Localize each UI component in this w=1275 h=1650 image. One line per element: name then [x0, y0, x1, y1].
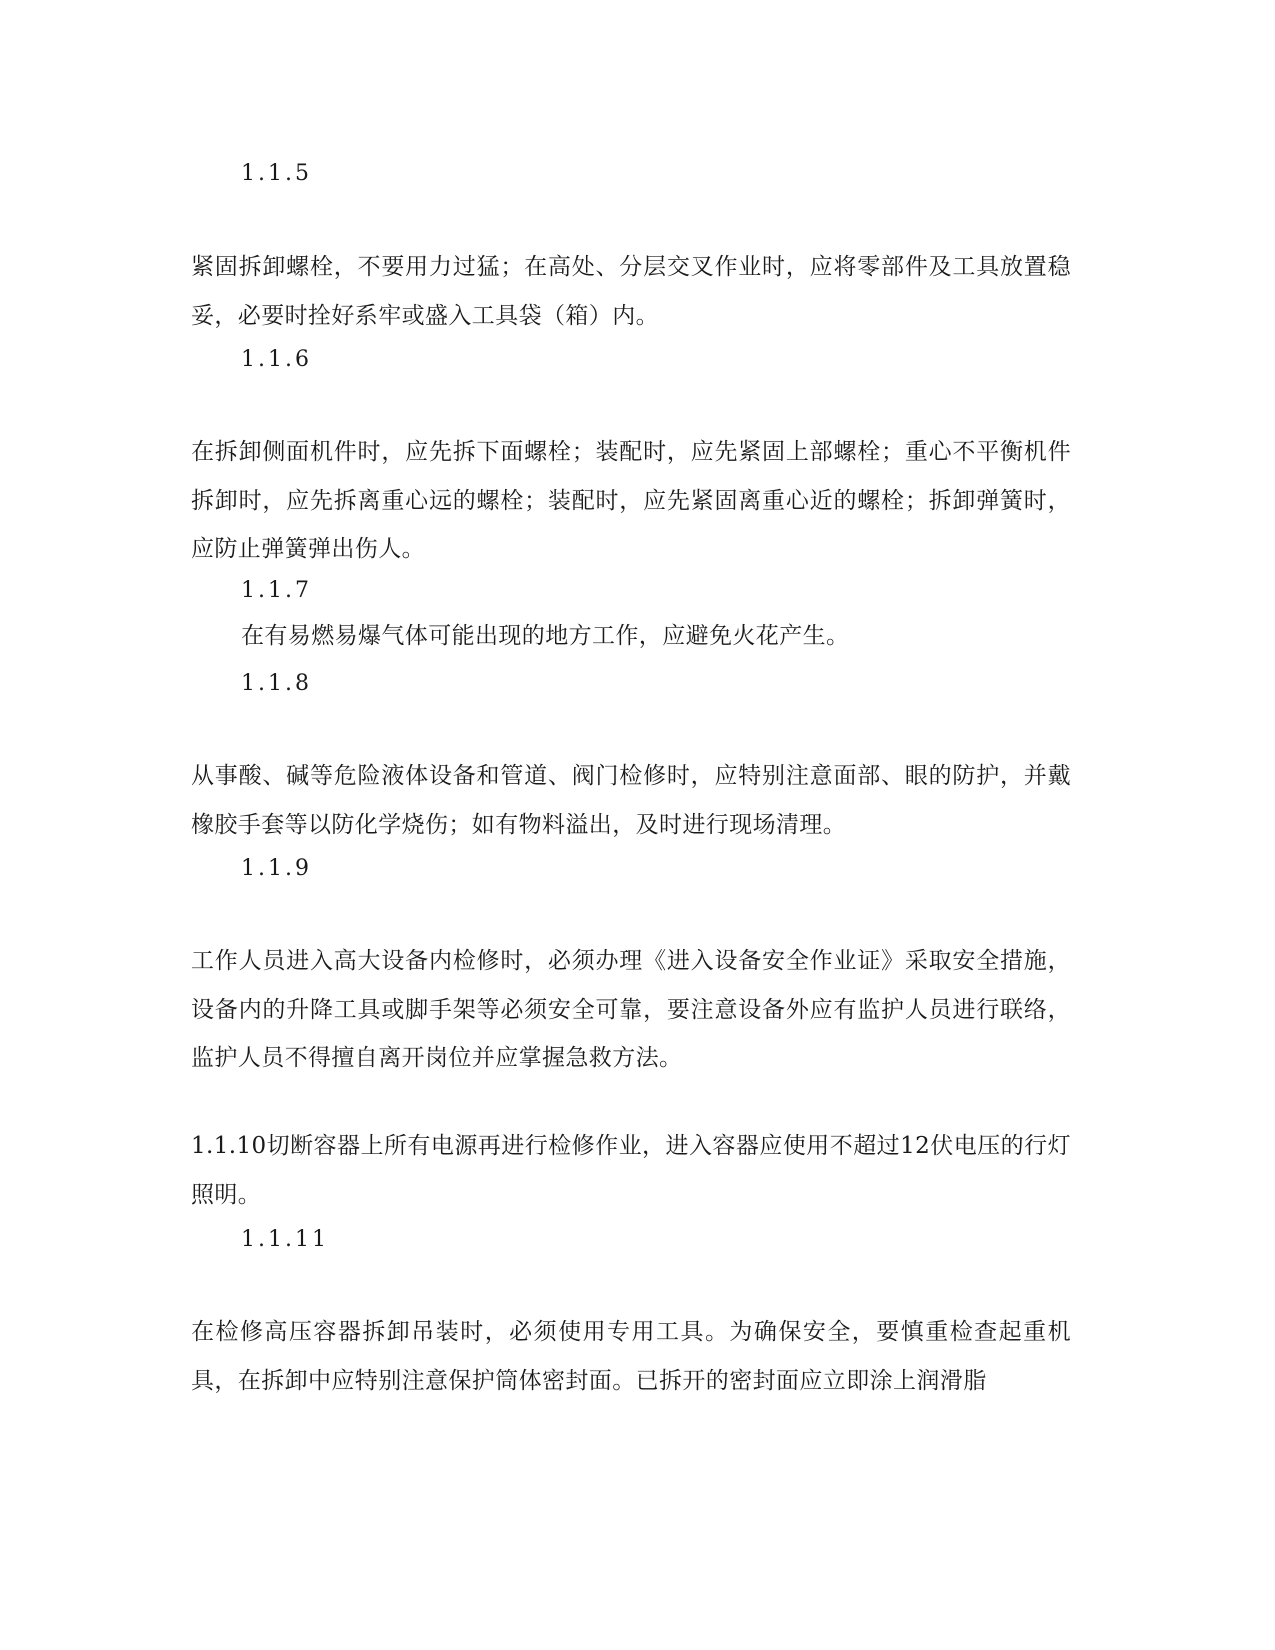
section-number-1-1-6: 1.1.6 [241, 347, 312, 372]
paragraph-1-1-11: 在检修高压容器拆卸吊装时，必须使用专用工具。为确保安全，要慎重检查起重机具，在拆卸中应特别注意保护筒体密封面。已拆开的密封面应立即涂上润滑脂 [191, 1319, 1071, 1394]
paragraph-1-1-6: 在拆卸侧面机件时，应先拆下面螺栓；装配时，应先紧固上部螺栓；重心不平衡机件拆卸时，应先拆离重心远的螺栓；装配时，应先紧固离重心近的螺栓；拆卸弹簧时，应防止弹簧弹出伤人。 [191, 439, 1071, 562]
paragraph-1-1-10: 1.1.10切断容器上所有电源再进行检修作业，进入容器应使用不超过12伏电压的行灯照明。 [191, 1133, 1071, 1208]
section-number-1-1-11: 1.1.11 [241, 1227, 329, 1252]
paragraph-1-1-9: 工作人员进入高大设备内检修时，必须办理《进入设备安全作业证》采取安全措施，设备内的升降工具或脚手架等必须安全可靠，要注意设备外应有监护人员进行联络，监护人员不得擅自离开岗位并应掌握急救方法。 [191, 948, 1071, 1071]
paragraph-1-1-7: 在有易燃易爆气体可能出现的地方工作，应避免火花产生。 [241, 623, 850, 649]
paragraph-1-1-5: 紧固拆卸螺栓，不要用力过猛；在高处、分层交叉作业时，应将零部件及工具放置稳妥，必要时拴好系牢或盛入工具袋（箱）内。 [191, 254, 1071, 329]
section-number-1-1-5: 1.1.5 [241, 161, 312, 186]
section-number-1-1-8: 1.1.8 [241, 671, 312, 696]
paragraph-1-1-8: 从事酸、碱等危险液体设备和管道、阀门检修时，应特别注意面部、眼的防护，并戴橡胶手套等以防化学烧伤；如有物料溢出，及时进行现场清理。 [191, 763, 1071, 838]
section-number-1-1-7: 1.1.7 [241, 578, 312, 603]
section-number-1-1-9: 1.1.9 [241, 856, 312, 881]
